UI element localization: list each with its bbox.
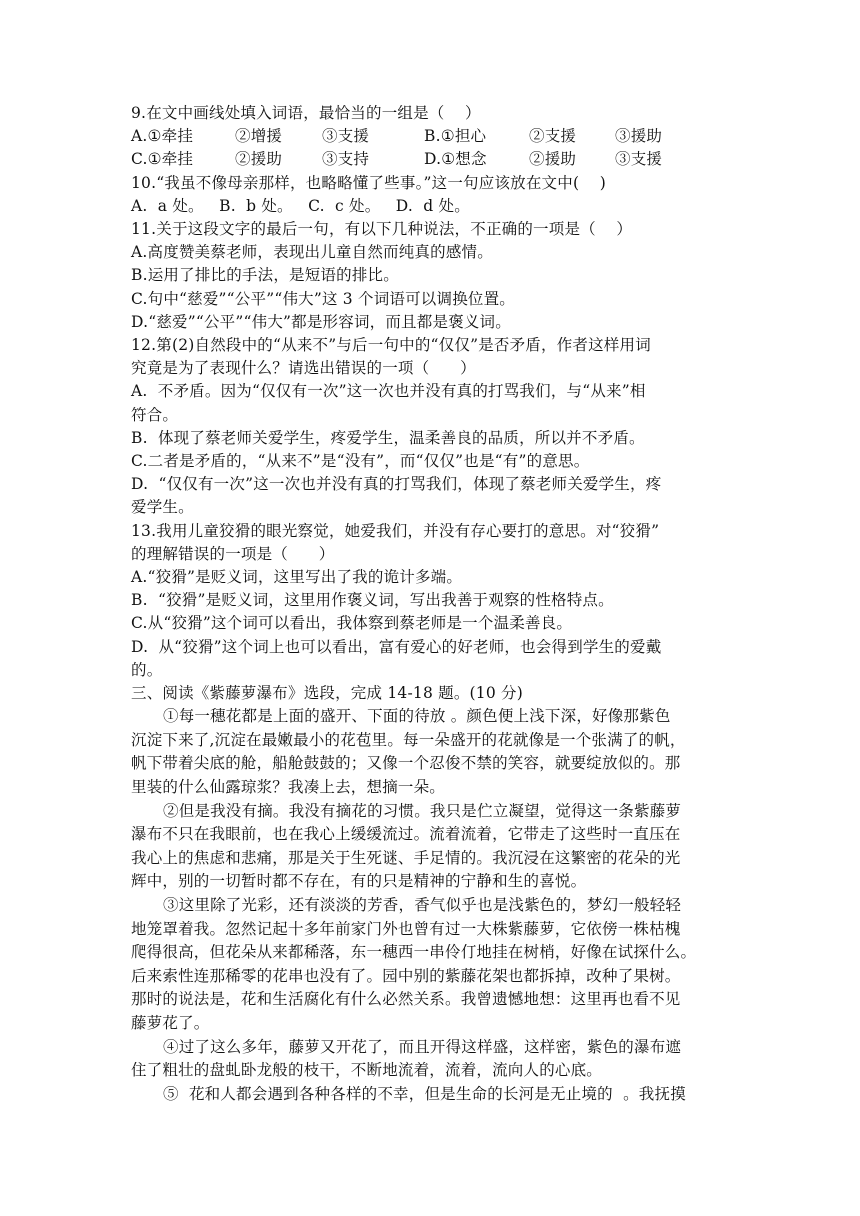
q12-option-d-line-1: D. “仅仅有一次”这一次也并没有真的打骂我们，体现了蔡老师关爱学生，疼 xyxy=(131,475,662,494)
q11-option-a: A.高度赞美蔡老师，表现出儿童自然而纯真的感情。 xyxy=(131,243,493,262)
q12-stem-line-1: 12.第(2)自然段中的“从来不”与后一句中的“仅仅”是否矛盾，作者这样用词 xyxy=(131,336,651,355)
section-3-heading: 三、阅读《紫藤萝瀑布》选段，完成 14-18 题。(10 分) xyxy=(131,684,523,703)
paragraph-line: 辉中，别的一切暂时都不存在，有的只是精神的宁静和生的喜悦。 xyxy=(131,872,587,891)
paragraph-line: 后来索性连那稀零的花串也没有了。园中别的紫藤花架也都拆掉，改种了果树。 xyxy=(131,966,681,985)
paragraph-line: 我心上的焦虑和悲痛，那是关于生死谜、手足情的。我沉浸在这繁密的花朵的光 xyxy=(131,848,681,867)
q10-options: A. a 处。 B. b 处。 C. c 处。 D. d 处。 xyxy=(131,196,470,215)
paragraph-line: ②但是我没有摘。我没有摘花的习惯。我只是伫立凝望，觉得这一条紫藤萝 xyxy=(163,801,682,820)
q12-option-c: C.二者是矛盾的，“从来不”是“没有”，而“仅仅”也是“有”的意思。 xyxy=(131,452,590,471)
paragraph-line: 藤萝花了。 xyxy=(131,1014,210,1032)
q13-option-b: B. “狡猾”是贬义词，这里用作褒义词，写出我善于观察的性格特点。 xyxy=(131,591,614,610)
q12-option-d-line-2: 爱学生。 xyxy=(131,498,194,517)
q13-option-c: C.从“狡猾”这个词可以看出，我体察到蔡老师是一个温柔善良。 xyxy=(131,614,573,633)
q13-option-d-line-1: D. 从“狡猾”这个词上也可以看出，富有爱心的好老师，也会得到学生的爱戴 xyxy=(131,637,662,656)
q9-option: ③支援 xyxy=(322,127,370,146)
paragraph-line: ①每一穗花都是上面的盛开、下面的待放 。颜色便上浅下深，好像那紫色 xyxy=(163,707,671,726)
q9-option: B.①担心 xyxy=(424,127,487,146)
reading-paragraph-3 xyxy=(131,894,734,1036)
q10-stem: 10.“我虽不像母亲那样，也略略懂了些事。”这一句应该放在文中( ) xyxy=(131,173,606,192)
q9-option: ③援助 xyxy=(615,127,663,146)
paragraph-line: 帆下带着尖底的舱，船舱鼓鼓的；又像一个忍俊不禁的笑容，就要绽放似的。那 xyxy=(131,754,681,773)
paragraph-line: 里装的什么仙露琼浆？我凑上去，想摘一朵。 xyxy=(131,778,446,797)
paragraph-line: 住了粗壮的盘虬卧龙般的枝干，不断地流着，流着，流向人的心底。 xyxy=(131,1061,603,1080)
q9-option: ②援助 xyxy=(529,150,577,169)
q11-option-d: D.“慈爱”“公平”“伟大”都是形容词，而且都是褒义词。 xyxy=(131,312,511,331)
paragraph-line: 瀑布不只在我眼前，也在我心上缓缓流过。流着流着，它带走了这些时一直压在 xyxy=(131,825,681,844)
q9-option: D.①想念 xyxy=(424,150,487,169)
reading-paragraph-5 xyxy=(131,1083,734,1107)
q11-stem: 11.关于这段文字的最后一句，有以下几种说法，不正确的一项是（ ） xyxy=(131,220,633,239)
q12-option-b: B. 体现了蔡老师关爱学生，疼爱学生，温柔善良的品质，所以并不矛盾。 xyxy=(131,428,645,447)
q9-option: C.①牵挂 xyxy=(131,150,194,169)
reading-paragraph-2 xyxy=(131,800,734,894)
paragraph-line: 地笼罩着我。忽然记起十多年前家门外也曾有过一大株紫藤萝，它依傍一株枯槐 xyxy=(131,919,681,938)
q13-option-a: A.“狡猾”是贬义词，这里写出了我的诡计多端。 xyxy=(131,568,463,587)
reading-paragraph-1 xyxy=(131,705,734,799)
q9-option: ③支持 xyxy=(322,150,370,169)
q9-option: ②援助 xyxy=(235,150,283,169)
q13-stem-line-1: 13.我用儿童狡猾的眼光察觉，她爱我们，并没有存心要打的意思。对“狡猾” xyxy=(131,521,660,540)
q12-option-a-line-1: A. 不矛盾。因为“仅仅有一次”这一次也并没有真的打骂我们，与“从来”相 xyxy=(131,382,646,401)
paragraph-line: ④过了这么多年，藤萝又开花了，而且开得这样盛，这样密，紫色的瀑布遮 xyxy=(163,1037,682,1056)
paragraph-line: 沉淀下来了,沉淀在最嫩最小的花苞里。每一朵盛开的花就像是一个张满了的帆， xyxy=(131,730,686,749)
reading-paragraph-4 xyxy=(131,1036,734,1083)
q9-options-row-1 xyxy=(131,125,734,148)
q12-stem-line-2: 究竟是为了表现什么？请选出错误的一项（ ） xyxy=(131,359,476,378)
paragraph-line: ⑤ 花和人都会遇到各种各样的不幸，但是生命的长河是无止境的 。我抚摸 xyxy=(163,1084,686,1103)
q13-option-d-line-2: 的。 xyxy=(131,660,163,679)
q9-option: ③支援 xyxy=(615,150,663,169)
q9-options-row-2 xyxy=(131,148,734,171)
q12-option-a-line-2: 符合。 xyxy=(131,405,179,424)
paragraph-line: 爬得很高，但花朵从来都稀落，东一穗西一串伶仃地挂在树梢，好像在试探什么。 xyxy=(131,943,697,962)
q9-option: ②增援 xyxy=(235,127,283,146)
q9-option: ②支援 xyxy=(529,127,577,146)
q9-stem: 9.在文中画线处填入词语，最恰当的一组是（ ） xyxy=(131,104,481,122)
q11-option-b: B.运用了排比的手法，是短语的排比。 xyxy=(131,266,399,285)
paragraph-line: ③这里除了光彩，还有淡淡的芳香，香气似乎也是浅紫色的，梦幻一般轻轻 xyxy=(163,896,682,915)
paragraph-line: 那时的说法是，花和生活腐化有什么必然关系。我曾遗憾地想：这里再也看不见 xyxy=(131,990,681,1009)
q11-option-c: C.句中“慈爱”“公平”“伟大”这 3 个词语可以调换位置。 xyxy=(131,289,515,308)
q9-option: A.①牵挂 xyxy=(131,127,194,146)
q13-stem-line-2: 的理解错误的一项是（ ） xyxy=(131,544,335,563)
